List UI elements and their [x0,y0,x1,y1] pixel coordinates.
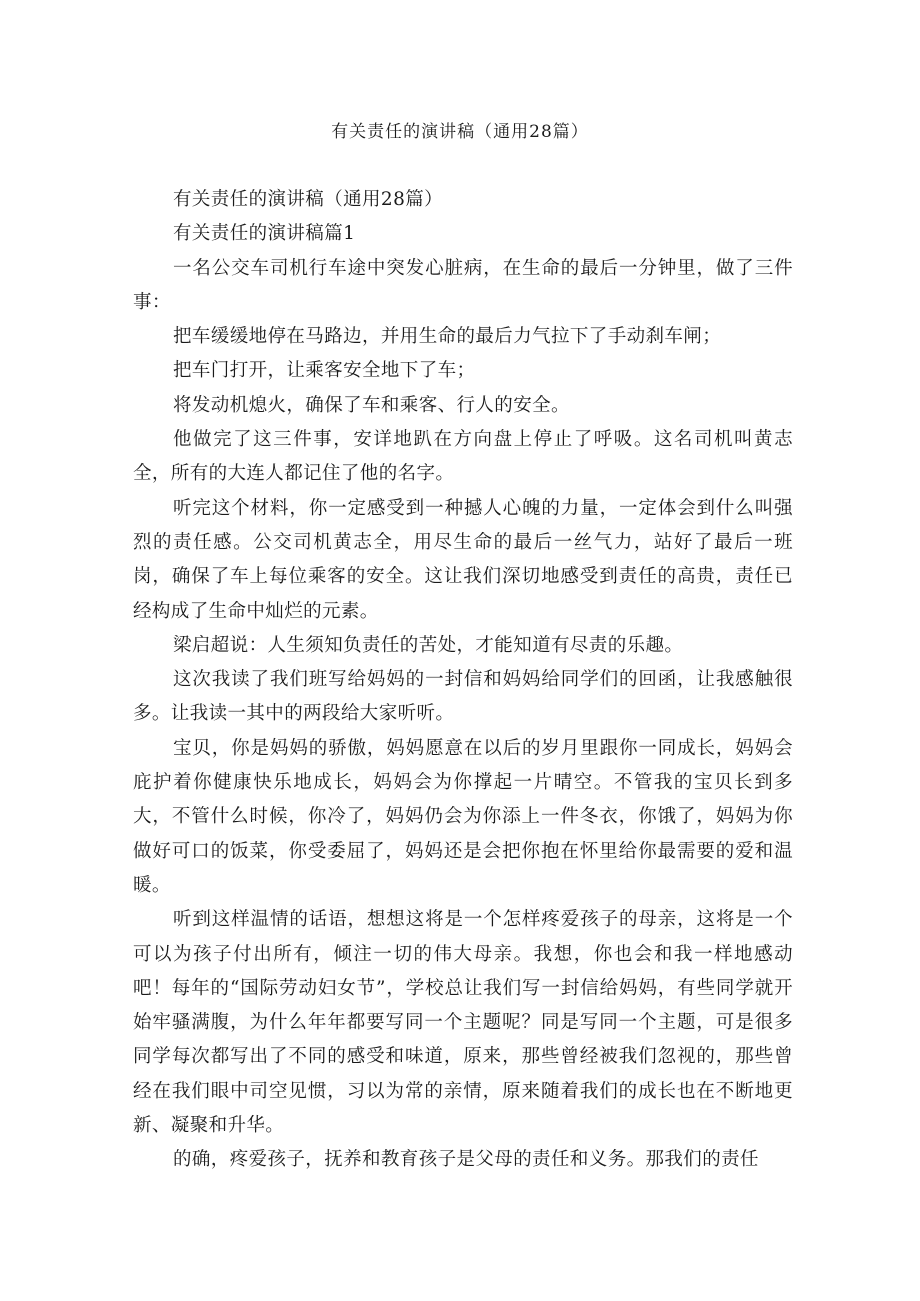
document-title: 有关责任的演讲稿（通用28篇） [331,122,589,142]
paragraph: 听完这个材料，你一定感受到一种撼人心魄的力量，一定体会到什么叫强烈的责任感。公交司机黄志全，用尽生命的最后一丝气力，站好了最后一班岗，确保了车上每位乘客的安全。这让我们深切地感受到责任的高贵，责任已经构成了生命中灿烂的元素。 [133,497,793,622]
paragraph: 他做完了这三件事，安详地趴在方向盘上停止了呼吸。这名司机叫黄志全，所有的大连人都记住了他的名字。 [133,429,793,485]
paragraph-subtitle: 有关责任的演讲稿（通用28篇） [173,189,444,210]
paragraph: 一名公交车司机行车途中突发心脏病，在生命的最后一分钟里，做了三件事： [133,257,793,313]
paragraph-quote: 梁启超说：人生须知负责任的苦处，才能知道有尽责的乐趣。 [173,634,684,656]
paragraph: 听到这样温情的话语，想想这将是一个怎样疼爱孩子的母亲，这将是一个可以为孩子付出所有，倾注一切的伟大母亲。我想，你也会和我一样地感动吧！每年的“国际劳动妇女节”，学校总让我们写一封信给妈妈，有些同学就开始牢骚满腹，为什么年年都要写同一个主题呢？同是写同一个主题，可是很多同学每次都写出了不同的感受和味道，原来，那些曾经被我们忽视的，那些曾经在我们眼中司空见惯，习以为常的亲情，原来随着我们的成长也在不断地更新、凝聚和升华。 [133,909,793,1137]
paragraph: 将发动机熄火，确保了车和乘客、行人的安全。 [173,394,570,416]
paragraph-section-heading: 有关责任的演讲稿篇1 [173,223,356,245]
paragraph: 这次我读了我们班写给妈妈的一封信和妈妈给同学们的回函，让我感触很多。让我读一其中的两段给大家听听。 [133,669,793,725]
document-body [133,183,793,1178]
paragraph: 把车门打开，让乘客安全地下了车； [173,360,476,382]
paragraph: 宝贝，你是妈妈的骄傲，妈妈愿意在以后的岁月里跟你一同成长，妈妈会庇护着你健康快乐地成长，妈妈会为你撑起一片晴空。不管我的宝贝长到多大，不管什么时候，你冷了，妈妈仍会为你添上一件冬衣，你饿了，妈妈为你做好可口的饭菜，你受委屈了，妈妈还是会把你抱在怀里给你最需要的爱和温暖。 [133,737,793,896]
paragraph: 把车缓缓地停在马路边，并用生命的最后力气拉下了手动刹车闸； [173,326,722,348]
paragraph: 的确，疼爱孩子，抚养和教育孩子是父母的责任和义务。那我们的责任 [173,1149,759,1171]
